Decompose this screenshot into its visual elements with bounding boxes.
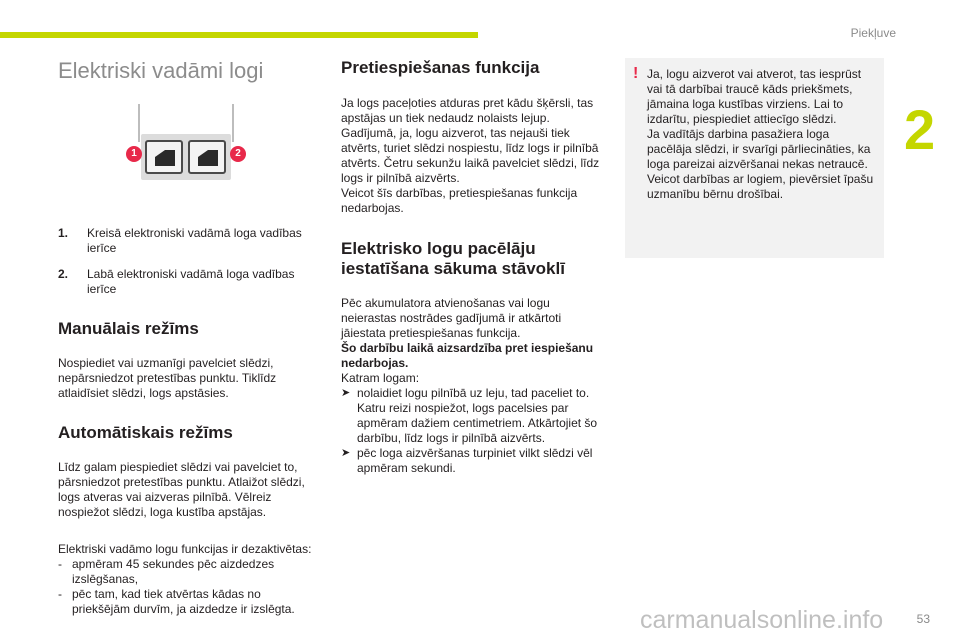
section-name: Piekļuve — [850, 26, 896, 40]
deactivation-intro: Elektriski vadāmo logu funkcijas ir dezaktivētas: — [58, 542, 312, 556]
heading-reset: Elektrisko logu pacēlāju iestatīšana sākuma stāvoklī — [341, 239, 565, 278]
legend-item: 1. Kreisā elektroniski vadāmā loga vadības ierīce — [58, 226, 302, 255]
deactivation-list — [58, 557, 320, 617]
list-item: ➤ nolaidiet logu pilnībā uz leju, tad paceliet to. Katru reizi nospiežot, logs pacelsies par apmēram dažiem centimetriem. Atkārtojiet šo darbību, līdz logs ir pilnībā aizvērts. — [341, 386, 598, 445]
heading-auto-mode: Automātiskais režīms — [58, 423, 233, 442]
list-item: - apmēram 45 sekundes pēc aizdedzes izslēgšanas, — [58, 557, 275, 586]
anti-pinch-note: Veicot šīs darbības, pretiespiešanas funkcija nedarbojas. — [341, 186, 578, 215]
warning-text: Ja vadītājs darbina pasažiera loga pacēlāja slēdzi, ir svarīgi pārliecināties, ka loga pareizai aizvēršanai nekas netraucē. — [647, 127, 871, 171]
column-middle — [341, 58, 606, 476]
badge-2: 2 — [230, 146, 246, 162]
arrow-bullet-icon: ➤ — [341, 387, 351, 399]
heading-manual-mode: Manuālais režīms — [58, 319, 199, 338]
page-number: 53 — [916, 612, 930, 626]
right-window-switch-icon — [188, 140, 226, 174]
chapter-tab-number: 2 — [904, 98, 936, 161]
left-window-switch-icon — [145, 140, 183, 174]
figure-line-left — [138, 104, 140, 142]
reset-text: Pēc akumulatora atvienošanas vai logu neierastas nostrādes gadījumā ir atkārtoti jāiestata pretiespiešanas funkcija. — [341, 296, 562, 340]
badge-1: 1 — [126, 146, 142, 162]
window-switch-figure — [131, 104, 248, 214]
list-item: - pēc tam, kad tiek atvērtas kādas no priekšējām durvīm, ja aizdedze ir izslēgta. — [58, 587, 295, 616]
column-left — [58, 58, 320, 617]
anti-pinch-text: Ja logs paceļoties atduras pret kādu šķērsli, tas apstājas un tiek nedaudz nolaists lejup. Gadījumā, ja, logu aizverot, tas nejauši tiek atvērts, turiet slēdzi nospiestu, līdz logs ir pilnībā atvērts. Četru sekunžu laikā pavelciet slēdzi, līdz logs ir pilnībā aizvērts. — [341, 96, 600, 185]
reset-steps — [341, 386, 606, 476]
reset-bold-note: Šo darbību laikā aizsardzība pret iespiešanu nedarbojas. — [341, 341, 594, 370]
list-item: ➤ pēc loga aizvēršanas turpiniet vilkt slēdzi vēl apmēram sekundi. — [341, 446, 593, 475]
figure-legend — [58, 226, 320, 297]
arrow-bullet-icon: ➤ — [341, 447, 351, 459]
top-accent-bar — [0, 32, 478, 38]
warning-text: Ja, logu aizverot vai atverot, tas iesprūst vai tā darbībai traucē kāds priekšmets, jāmaina loga kustības virziens. Lai to izdarītu, piespiediet attiecīgo slēdzi. — [647, 67, 862, 126]
warning-icon: ! — [633, 65, 639, 82]
manual-mode-text: Nospiediet vai uzmanīgi pavelciet slēdzi, nepārsniedzot pretestības punktu. Tiklīdz atlaidīsiet slēdzi, logs apstāsies. — [58, 356, 277, 400]
warning-box — [625, 58, 884, 258]
heading-anti-pinch: Pretiespiešanas funkcija — [341, 58, 540, 77]
watermark: carmanualsonline.info — [640, 606, 884, 634]
warning-text: Veicot darbības ar logiem, pievērsiet īpašu uzmanību bērnu drošībai. — [647, 172, 874, 201]
auto-mode-text: Līdz galam piespiediet slēdzi vai pavelciet to, pārsniedzot pretestības punktu. Atlaižot slēdzi, logs atveras vai aizveras pilnībā. Vēlreiz nospiežot slēdzi, loga kustība apstājas. — [58, 460, 305, 519]
reset-lead: Katram logam: — [341, 371, 420, 385]
figure-line-right — [232, 104, 234, 142]
legend-item: 2. Labā elektroniski vadāmā loga vadības ierīce — [58, 267, 295, 296]
page-title: Elektriski vadāmi logi — [58, 58, 264, 83]
